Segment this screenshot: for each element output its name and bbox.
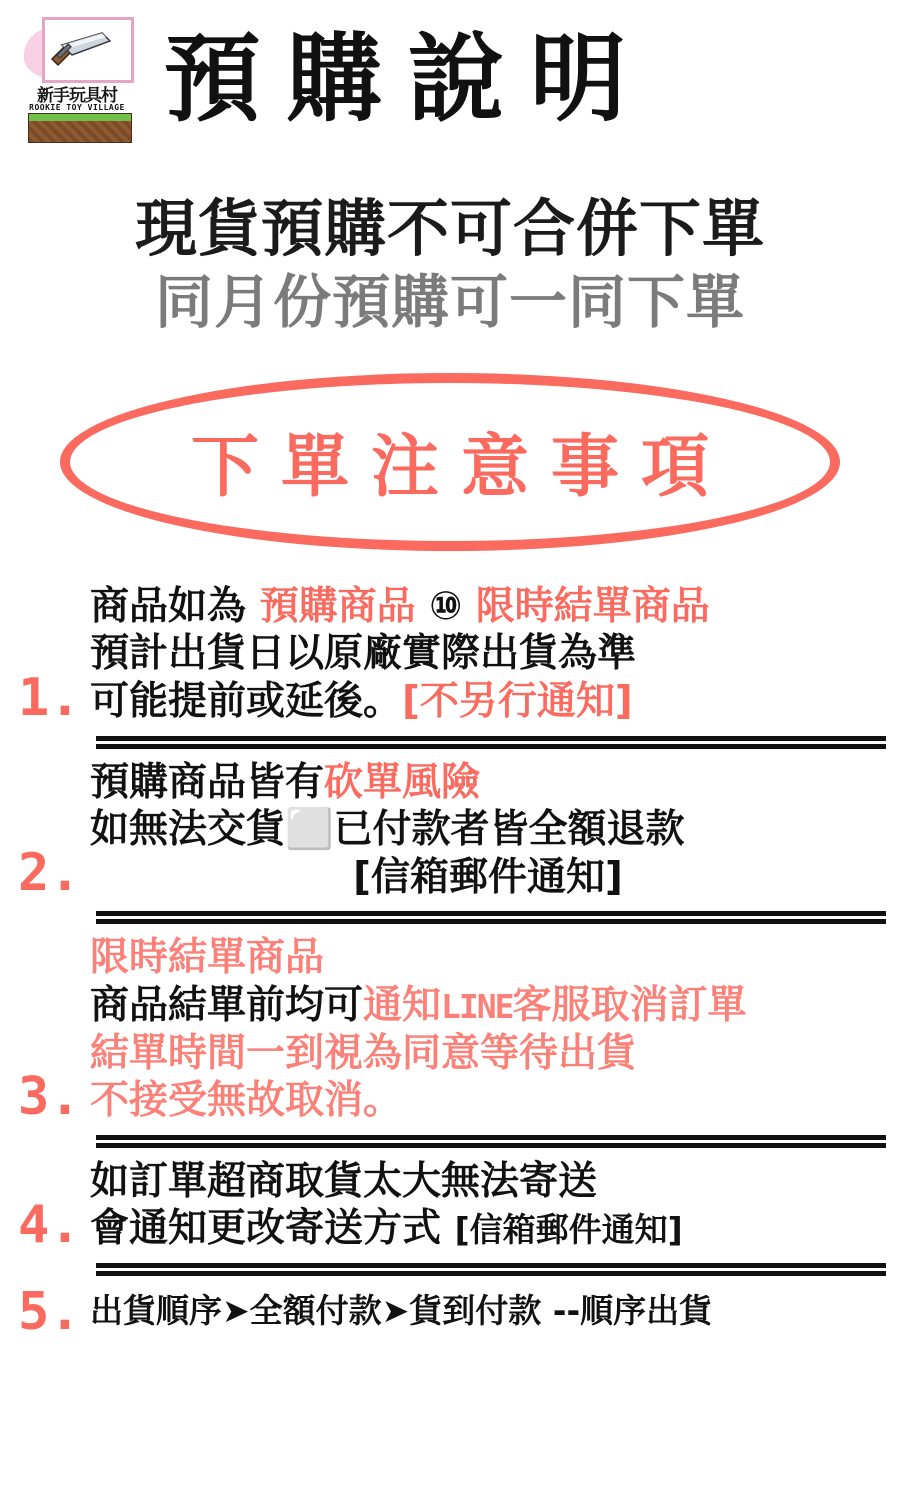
note-text-segment: 限時結單商品 bbox=[90, 935, 325, 981]
note-item bbox=[18, 930, 886, 1128]
note-item bbox=[18, 579, 886, 730]
note-text-segment: 預購商品 bbox=[259, 583, 430, 629]
note-text-segment: 預購商品皆有 bbox=[90, 759, 325, 805]
note-number: 4. bbox=[18, 1194, 81, 1255]
note-line bbox=[90, 1030, 886, 1078]
note-number: 5. bbox=[18, 1281, 81, 1342]
note-line bbox=[90, 630, 886, 678]
note-text-segment: 砍單風險 bbox=[324, 759, 481, 805]
note-text-segment: 出貨順序➤全額付款➤貨到付款 --順序出貨 bbox=[90, 1290, 713, 1330]
note-text-segment: 如無法交貨⬜已付款者皆全額退款 bbox=[90, 807, 685, 853]
notice-banner-label: 下單注意事項 bbox=[190, 428, 731, 508]
note-number: 3. bbox=[18, 1066, 81, 1127]
sword-icon bbox=[44, 31, 116, 67]
note-body bbox=[90, 1158, 886, 1253]
note-item bbox=[18, 755, 886, 906]
note-text-segment: 不接受無故取消。 bbox=[90, 1078, 403, 1124]
section-divider bbox=[96, 911, 886, 924]
note-text-segment: 預計出貨日以原廠實際出貨為準 bbox=[90, 631, 637, 677]
brand-name: 新手玩具村 bbox=[37, 86, 117, 106]
note-body bbox=[90, 934, 886, 1124]
section-divider bbox=[96, 736, 886, 749]
note-line bbox=[90, 982, 886, 1030]
note-number: 2. bbox=[18, 843, 81, 904]
section-divider bbox=[96, 1135, 886, 1148]
subheading-secondary: 同月份預購可一同下單 bbox=[154, 268, 745, 337]
brand-logo bbox=[18, 15, 136, 143]
page-header bbox=[0, 0, 900, 140]
note-line bbox=[90, 678, 886, 726]
note-line bbox=[90, 854, 886, 902]
note-line bbox=[90, 1205, 886, 1253]
subheading-block bbox=[0, 192, 900, 337]
note-line bbox=[90, 1077, 886, 1125]
note-text-segment: 限時結單商品 bbox=[475, 583, 710, 629]
note-line bbox=[90, 1158, 886, 1206]
note-text-segment: 通知 bbox=[363, 982, 442, 1028]
note-text-segment: 客服取消訂單 bbox=[512, 982, 747, 1028]
note-text-segment: [信箱郵件通知] bbox=[353, 854, 623, 900]
note-number: 1. bbox=[18, 667, 81, 728]
note-item bbox=[18, 1282, 886, 1344]
note-text-segment: ⑩ bbox=[429, 583, 476, 629]
note-line bbox=[90, 1286, 886, 1334]
note-line bbox=[90, 759, 886, 807]
note-text-segment: 如訂單超商取貨太大無法寄送 bbox=[90, 1158, 598, 1204]
section-divider bbox=[96, 1263, 886, 1276]
subheading-primary: 現貨預購不可合併下單 bbox=[134, 192, 765, 265]
note-line bbox=[90, 806, 886, 854]
note-text-segment: [不另行通知] bbox=[402, 679, 633, 725]
notice-banner bbox=[60, 373, 840, 551]
note-text-segment: 結單時間一到視為同意等待出貨 bbox=[90, 1030, 637, 1076]
notes-list bbox=[0, 579, 900, 1344]
note-text-segment: 商品如為 bbox=[90, 583, 260, 629]
note-text-segment: [信箱郵件通知] bbox=[454, 1210, 683, 1250]
logo-ground-decoration bbox=[28, 113, 132, 143]
note-body bbox=[90, 1286, 886, 1334]
note-text-segment: 可能提前或延後。 bbox=[90, 679, 403, 725]
page-title: 預購說明 bbox=[164, 23, 652, 135]
note-item bbox=[18, 1154, 886, 1257]
note-text-segment: 商品結單前均可 bbox=[90, 982, 364, 1028]
note-body bbox=[90, 759, 886, 902]
brand-name-en: ROOKIE TOY VILLAGE bbox=[29, 103, 125, 112]
note-text-segment: 會通知更改寄送方式 bbox=[90, 1206, 455, 1252]
note-body bbox=[90, 583, 886, 726]
note-line bbox=[90, 583, 886, 631]
note-text-segment: LINE bbox=[441, 986, 513, 1026]
note-line bbox=[90, 934, 886, 982]
